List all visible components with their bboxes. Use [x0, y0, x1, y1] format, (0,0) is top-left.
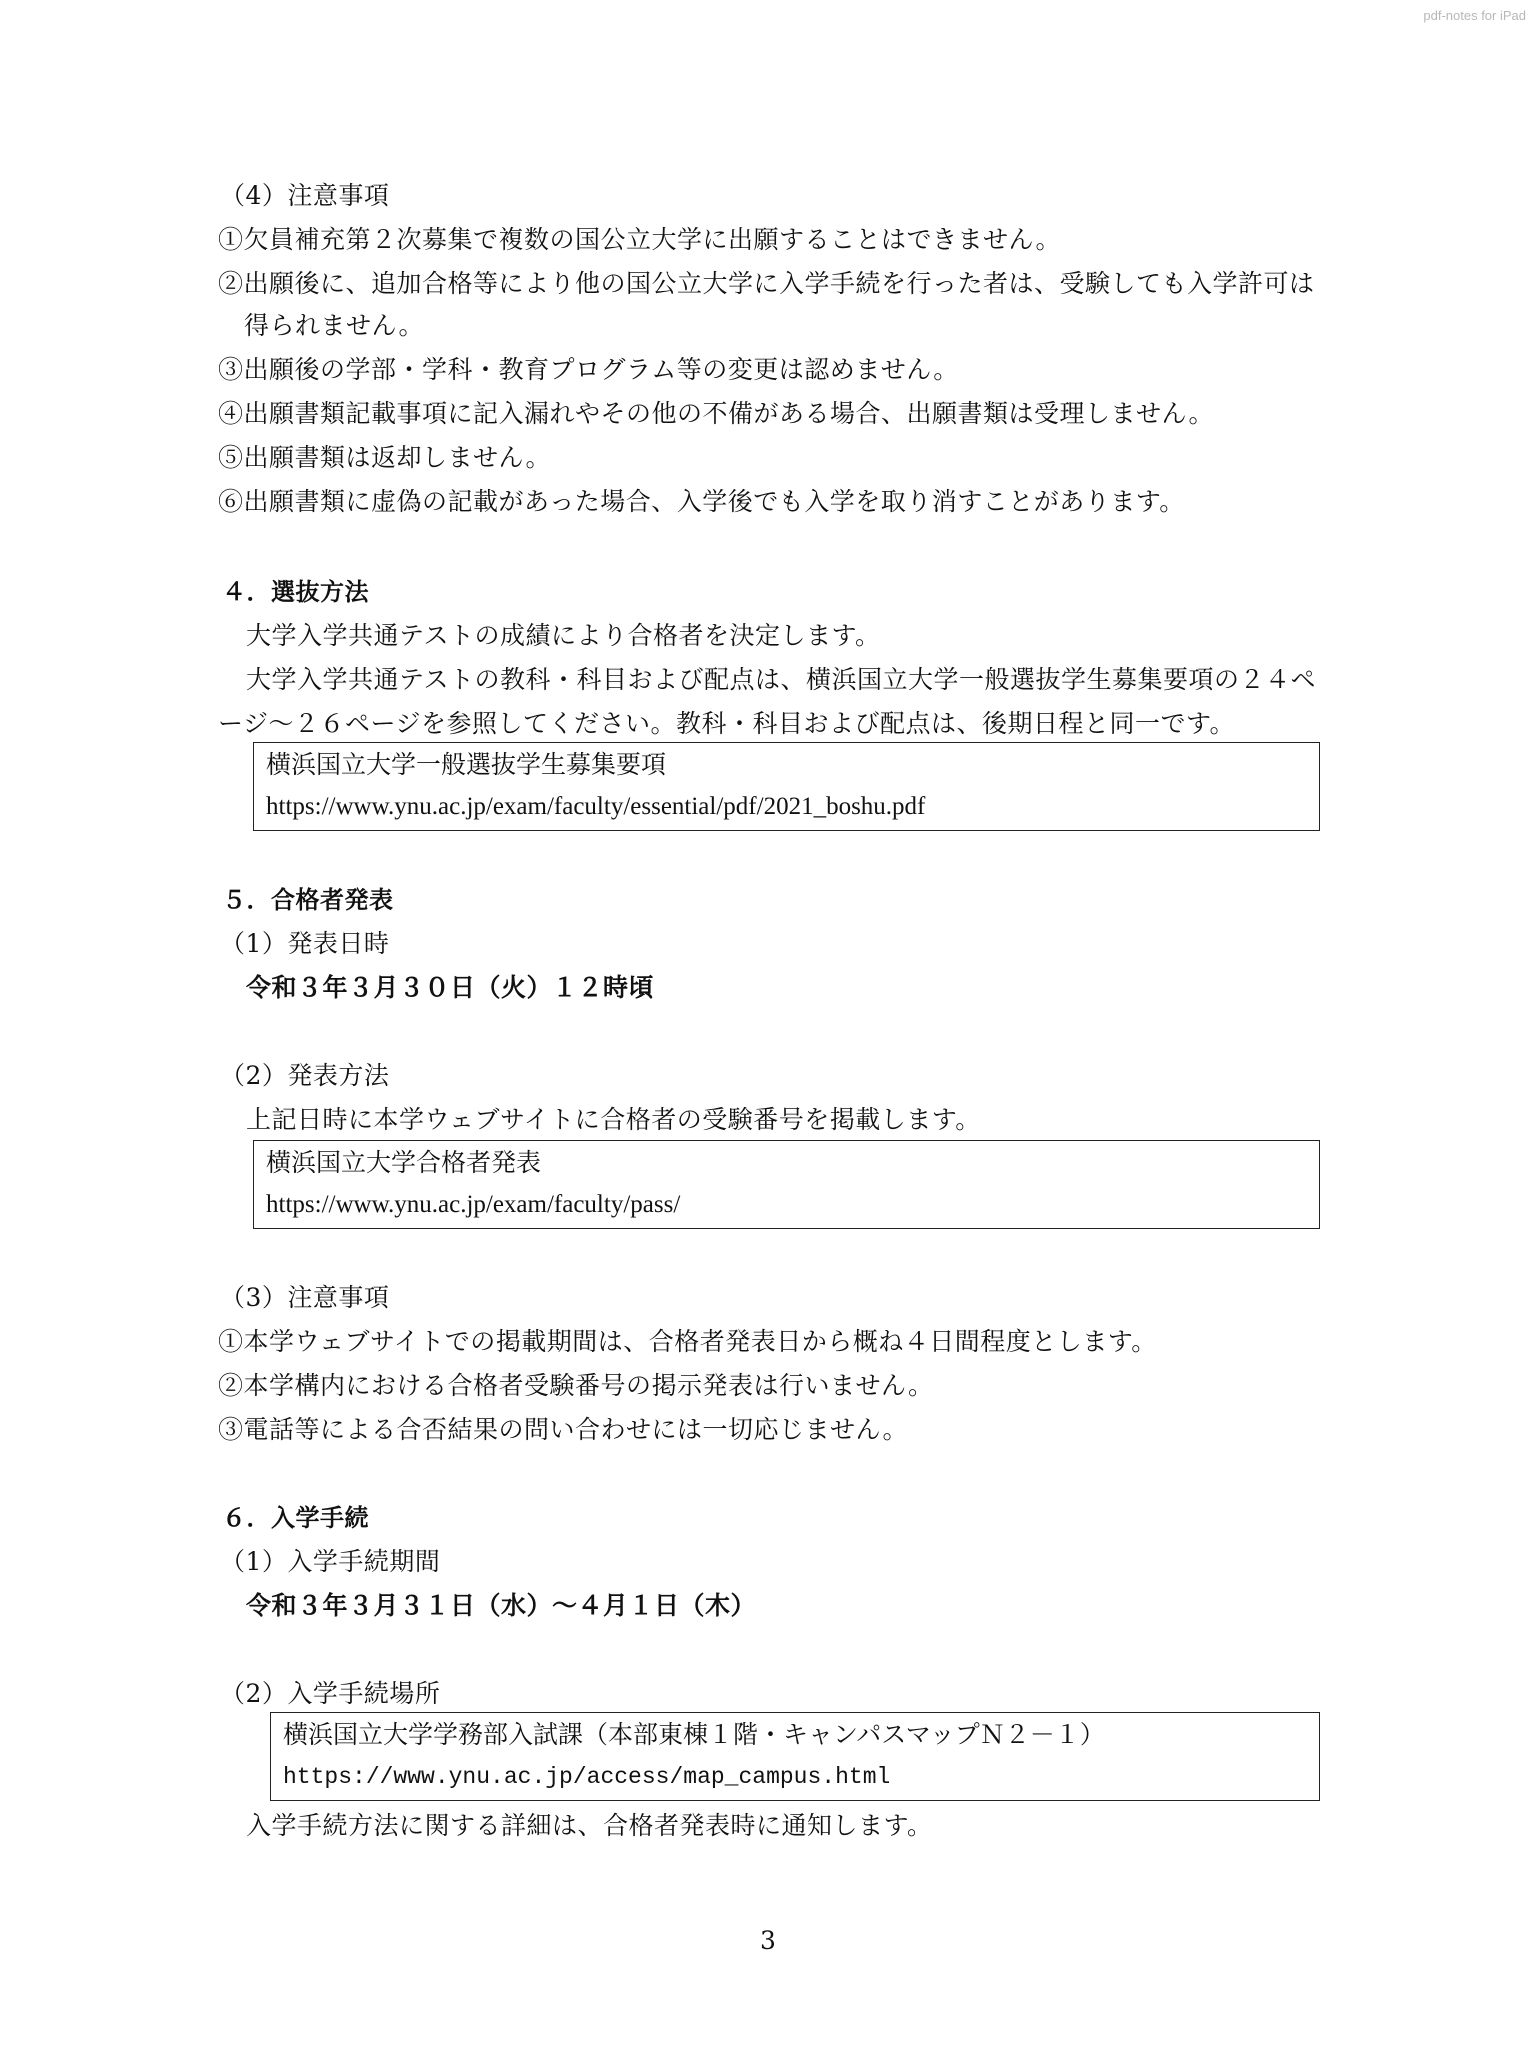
page-number: 3 — [760, 1926, 776, 1955]
section-heading-notes: （4）注意事項 — [220, 181, 390, 210]
subsection-heading: （1）入学手続期間 — [220, 1547, 441, 1576]
list-item: ⑤出願書類は返却しません。 — [218, 443, 552, 472]
list-item: ②出願後に、追加合格等により他の国公立大学に入学手続を行った者は、受験しても入学許可は — [218, 269, 1315, 298]
list-item: ③電話等による合否結果の問い合わせには一切応じません。 — [218, 1415, 909, 1444]
section-heading-selection: ４．選抜方法 — [222, 578, 369, 606]
list-item: ④出願書類記載事項に記入漏れやその他の不備がある場合、出願書類は受理しません。 — [218, 399, 1215, 428]
paragraph: 大学入学共通テストの教科・科目および配点は、横浜国立大学一般選抜学生募集要項の２４ペ — [246, 665, 1317, 694]
enrollment-period: 令和３年３月３１日（水）～４月１日（木） — [246, 1591, 757, 1620]
reference-link[interactable]: https://www.ynu.ac.jp/exam/faculty/pass/ — [266, 1191, 681, 1218]
subsection-heading: （3）注意事項 — [220, 1283, 390, 1312]
list-item: ②本学構内における合格者受験番号の掲示発表は行いません。 — [218, 1371, 934, 1400]
subsection-heading: （1）発表日時 — [220, 929, 390, 958]
list-item: ③出願後の学部・学科・教育プログラム等の変更は認めません。 — [218, 355, 959, 384]
list-item: ①欠員補充第２次募集で複数の国公立大学に出願することはできません。 — [218, 225, 1062, 254]
reference-box-enrollment-place — [270, 1712, 1320, 1801]
watermark: pdf-notes for iPad — [1423, 8, 1526, 23]
list-item: ⑥出願書類に虚偽の記載があった場合、入学後でも入学を取り消すことがあります。 — [218, 487, 1185, 516]
paragraph: 大学入学共通テストの成績により合格者を決定します。 — [246, 621, 881, 650]
subsection-heading: （2）発表方法 — [220, 1061, 390, 1090]
reference-box-title: 横浜国立大学合格者発表 — [266, 1148, 542, 1177]
reference-box-title: 横浜国立大学学務部入試課（本部東棟１階・キャンパスマップＮ２－１） — [283, 1720, 1105, 1749]
subsection-heading: （2）入学手続場所 — [220, 1679, 441, 1708]
reference-box-title: 横浜国立大学一般選抜学生募集要項 — [266, 750, 667, 779]
paragraph: 上記日時に本学ウェブサイトに合格者の受験番号を掲載します。 — [246, 1105, 981, 1134]
reference-box-results — [253, 1140, 1320, 1229]
paragraph-continuation: ージ～２６ページを参照してください。教科・科目および配点は、後期日程と同一です。 — [218, 709, 1236, 738]
reference-link[interactable]: https://www.ynu.ac.jp/access/map_campus.html — [283, 1764, 891, 1790]
reference-box-guidelines — [253, 742, 1320, 831]
section-heading-enrollment: ６．入学手続 — [222, 1504, 369, 1532]
section-heading-announcement: ５．合格者発表 — [222, 886, 394, 914]
list-item: ①本学ウェブサイトでの掲載期間は、合格者発表日から概ね４日間程度とします。 — [218, 1327, 1157, 1356]
announcement-date: 令和３年３月３０日（火）１２時頃 — [246, 973, 655, 1002]
list-item-continuation: 得られません。 — [244, 311, 425, 340]
reference-link[interactable]: https://www.ynu.ac.jp/exam/faculty/essential/pdf/2021_boshu.pdf — [266, 793, 926, 820]
paragraph: 入学手続方法に関する詳細は、合格者発表時に通知します。 — [246, 1811, 933, 1840]
